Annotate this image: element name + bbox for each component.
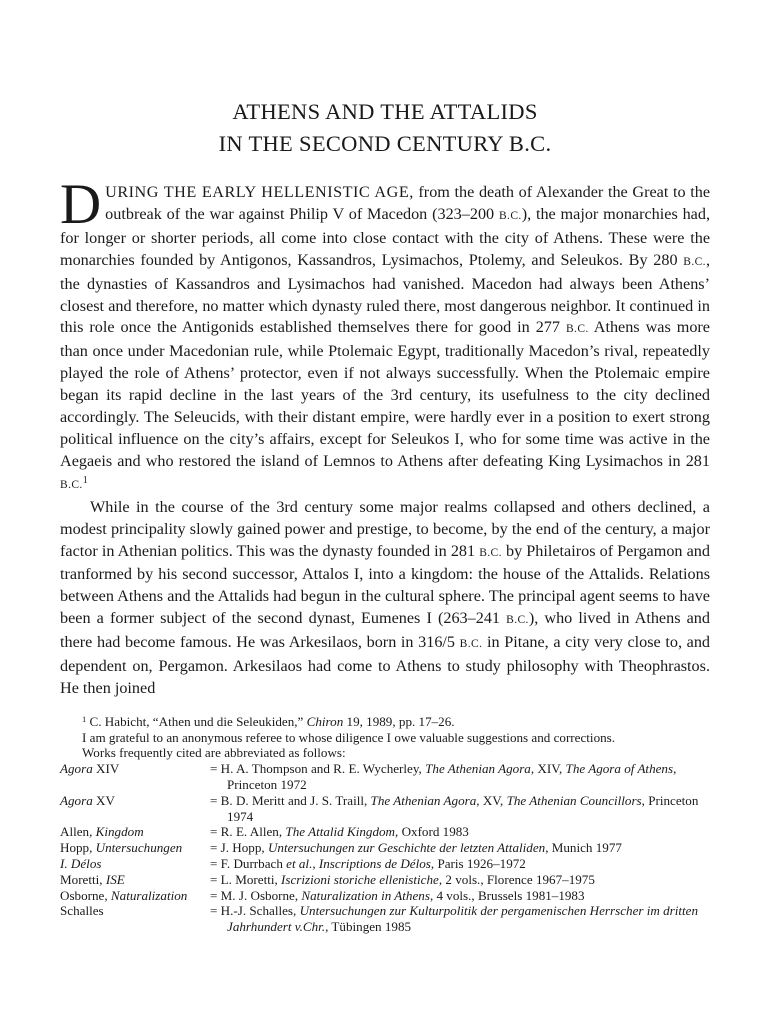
reference-segment: = B. D. Meritt and J. S. Traill, <box>210 792 371 808</box>
abbreviation-key-part: Agora <box>60 792 93 808</box>
reference-segment: , Princeton 1974 <box>227 792 699 824</box>
abbreviation-row <box>60 840 710 856</box>
reference-segment: = M. J. Osborne, <box>210 887 302 903</box>
abbreviation-row <box>60 793 710 825</box>
abbreviation-row <box>60 888 710 904</box>
abbreviation-row <box>60 872 710 888</box>
text-run: , the dynasties of Kassandros and Lysimachos had vanished. Macedon had always been Athens’ closest and therefore, no matter which dynasty ruled there, most dangerous neighbor. It continued in this role once the Antigonids established themselves there for good in 277 <box>60 250 710 337</box>
reference-segment: , XIV, <box>530 761 566 777</box>
text-run: from the death of Alexander the Great to the outbreak of the war against Philip V of Macedon (323–200 <box>105 183 710 223</box>
reference-segment: = H. A. Thompson and R. E. Wycherley, <box>210 761 426 777</box>
abbreviation-key <box>60 840 210 856</box>
abbreviation-row <box>60 856 710 872</box>
text-run: While in the course of the 3rd century some major realms collapsed and others declined, a modest principality slowly gained power and prestige, to become, by the end of the century, a major factor in Athenian politics. This was the dynasty founded in 281 <box>60 497 710 560</box>
article-title <box>60 96 710 160</box>
reference-segment: The Athenian Agora <box>370 792 477 808</box>
abbreviation-reference <box>210 840 710 856</box>
abbreviation-key <box>60 888 210 904</box>
title-line-2: IN THE SECOND CENTURY B.C. <box>218 131 552 156</box>
era-marker: B.C. <box>506 614 529 627</box>
reference-segment: , Munich 1977 <box>545 840 622 856</box>
reference-segment: The Athenian Agora <box>425 761 531 777</box>
text-run: ), the major monarchies had, for longer or shorter periods, all come into close contact with the city of Athens. These were the monarchies founded by Antigonos, Kassandros, Lysimachos, Ptolemy, and Seleukos. By 280 <box>60 204 710 269</box>
abbreviation-key-part: Allen, <box>60 824 96 840</box>
reference-segment: , Paris 1926–1972 <box>430 856 526 872</box>
text-run: ), who lived in Athens and there had become famous. He was Arkesilaos, born in 316/5 <box>60 609 710 652</box>
lead-in: URING THE EARLY HELLENISTIC AGE, <box>105 183 414 201</box>
abbreviation-reference <box>210 824 710 840</box>
abbreviation-reference <box>210 872 710 888</box>
footnote-1 <box>60 714 710 730</box>
reference-segment: Inscriptions de Délos <box>318 856 431 872</box>
abbreviation-reference <box>210 793 710 825</box>
footnote-journal: Chiron <box>306 713 344 729</box>
abbreviation-row <box>60 903 710 935</box>
era-marker: B.C. <box>479 546 502 559</box>
abbreviation-key <box>60 903 210 935</box>
paragraph-2 <box>60 497 710 700</box>
abbreviation-list <box>60 761 710 935</box>
reference-segment: Iscrizioni storiche ellenistiche <box>281 871 439 887</box>
reference-segment: Untersuchungen zur Geschichte der letzten Attaliden <box>267 840 546 856</box>
abbreviation-key <box>60 824 210 840</box>
abbreviation-key-part: I. Délos <box>60 856 102 872</box>
reference-segment: The Agora of Athens <box>565 761 674 777</box>
abbreviation-key-part: XIV <box>92 761 120 777</box>
reference-segment: , <box>312 856 319 872</box>
paragraph-1 <box>60 173 710 497</box>
reference-segment: Untersuchungen zur Kulturpolitik der pergamenischen Herrscher im dritten Jahrhundert v.Chr. <box>227 903 699 935</box>
text-run: Athens was more than once under Macedonian rule, while Ptolemaic Egypt, traditionally Macedon’s rival, repeatedly played the role of Athens’ protector, even if not always successfully. When the Ptolemaic empire began its rapid decline in the last years of the 3rd century, its usefulness to the city declined accordingly. The Seleucids, with their distant empire, were hardly ever in a position to exert strong political influence on the city’s affairs, except for Seleukos I, who for some time was active in the Aegaeis and who restored the island of Lemnos to Athens after defeating King Lysimachos in 281 <box>60 318 710 470</box>
title-line-1: ATHENS AND THE ATTALIDS <box>232 99 538 124</box>
era-marker: B.C. <box>498 209 522 222</box>
reference-segment: , 4 vols., Brussels 1981–1983 <box>429 887 585 903</box>
reference-segment: = L. Moretti, <box>210 871 282 887</box>
reference-segment: , Oxford 1983 <box>395 824 469 840</box>
reference-segment: , Princeton 1972 <box>227 761 677 793</box>
abbreviation-key <box>60 872 210 888</box>
abbreviation-key-part: Hopp, <box>60 840 96 856</box>
text-run: by Philetairos of Pergamon and tranformed by his second successor, Attalos I, into a kingdom: the house of the Attalids. Relations between Athens and the Attalids had begun in the cultural sphere. The principal agent seems to have been a former subject of the second dynast, Eumenes I (263–241 <box>60 541 710 628</box>
abbreviation-key-part: Schalles <box>60 903 104 919</box>
reference-segment: The Attalid Kingdom <box>285 824 396 840</box>
article-body <box>60 173 711 700</box>
era-marker: B.C. <box>565 323 589 336</box>
reference-segment: , Tübingen 1985 <box>325 919 412 935</box>
drop-cap: D <box>60 173 102 236</box>
abbreviation-key-part: ISE <box>105 871 125 887</box>
reference-segment: = H.-J. Schalles, <box>210 903 300 919</box>
era-marker: B.C. <box>60 478 83 491</box>
page <box>60 96 710 935</box>
reference-segment: = R. E. Allen, <box>210 824 286 840</box>
abbreviation-key <box>60 793 210 825</box>
abbreviation-reference <box>210 888 710 904</box>
reference-segment: The Athenian Councillors <box>506 792 642 808</box>
reference-segment: , 2 vols., Florence 1967–1975 <box>438 871 595 887</box>
abbreviation-key-part: Moretti, <box>60 871 106 887</box>
abbreviation-key-part: XV <box>92 792 115 808</box>
abbreviation-reference <box>210 903 710 935</box>
abbreviation-key-part: Osborne, <box>60 887 111 903</box>
footnotes <box>60 714 710 935</box>
abbreviation-key <box>60 856 210 872</box>
reference-segment: et al. <box>286 856 313 872</box>
reference-segment: = F. Durrbach <box>210 856 287 872</box>
abbreviation-key-part: Naturalization <box>110 887 188 903</box>
abbreviations-intro: Works frequently cited are abbreviated as follows: <box>82 745 346 761</box>
abbreviation-row <box>60 824 710 840</box>
abbreviation-key-part: Untersuchungen <box>95 840 183 856</box>
footnote-mark: 1 <box>82 713 87 724</box>
footnote-ref[interactable]: 1 <box>82 474 88 486</box>
abbreviation-reference <box>210 856 710 872</box>
era-marker: B.C. <box>683 255 706 268</box>
text-run: in Pitane, a city very close to, and dependent on, Pergamon. Arkesilaos had come to Athens to study philosophy with Theophrastos. He then joined <box>60 633 711 697</box>
reference-segment: , XV, <box>476 792 507 808</box>
era-marker: B.C. <box>459 638 483 651</box>
abbreviation-reference <box>210 761 710 793</box>
abbreviation-row <box>60 761 710 793</box>
footnote-author: C. Habicht, “Athen und die Seleukiden,” <box>89 713 307 729</box>
abbreviation-key <box>60 761 210 793</box>
reference-segment: Naturalization in Athens <box>301 887 430 903</box>
acknowledgement: I am grateful to an anonymous referee to whose diligence I owe valuable suggestions and corrections. <box>82 729 616 745</box>
reference-segment: = J. Hopp, <box>210 840 268 856</box>
footnote-citation: 19, 1989, pp. 17–26. <box>343 713 455 729</box>
abbreviation-key-part: Agora <box>60 761 93 777</box>
abbreviation-key-part: Kingdom <box>95 824 144 840</box>
